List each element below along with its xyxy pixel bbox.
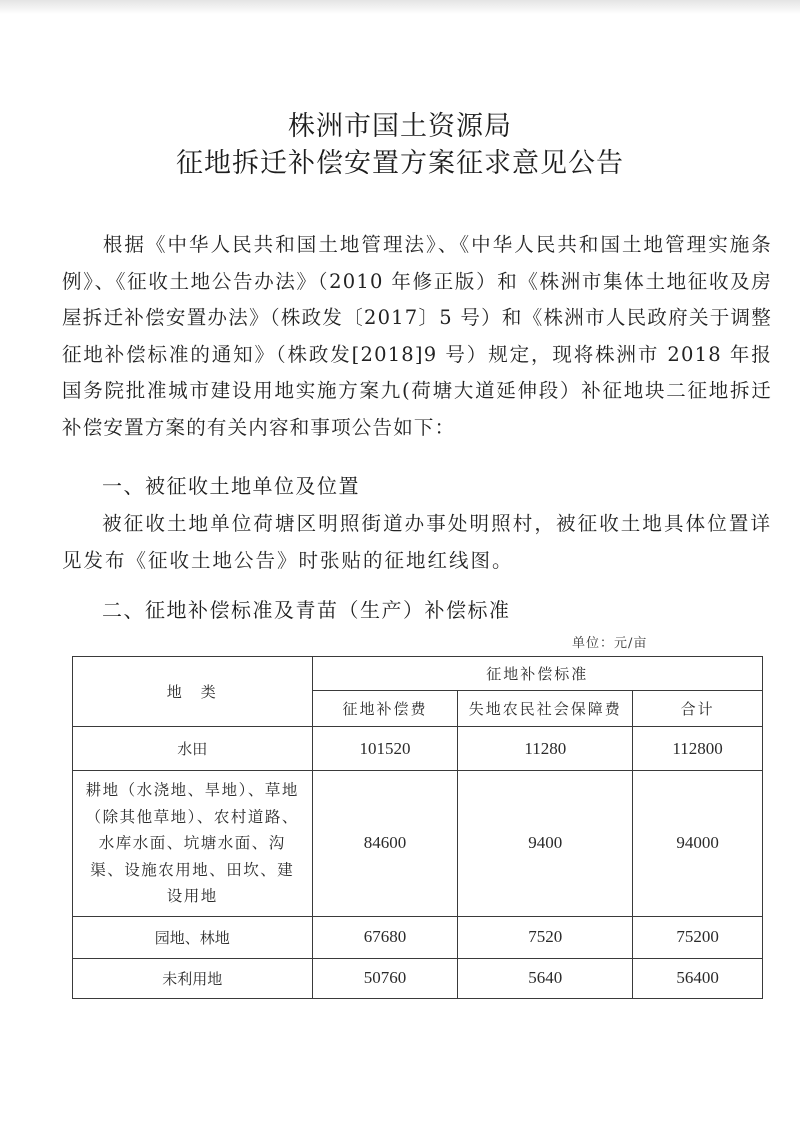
table-row bbox=[73, 727, 763, 771]
section2-heading: 二、征地补偿标准及青苗（生产）补偿标准 bbox=[102, 598, 511, 622]
header-total: 合计 bbox=[633, 691, 763, 727]
compensation-cell: 84600 bbox=[312, 771, 458, 917]
table-header-row bbox=[73, 657, 763, 691]
compensation-table bbox=[72, 656, 763, 999]
header-compensation-fee: 征地补偿费 bbox=[312, 691, 458, 727]
table-row bbox=[73, 916, 763, 958]
compensation-cell: 50760 bbox=[312, 958, 458, 998]
social-security-cell: 7520 bbox=[458, 916, 633, 958]
scan-edge-shadow bbox=[0, 0, 800, 14]
land-type-cell: 园地、林地 bbox=[73, 916, 313, 958]
compensation-cell: 67680 bbox=[312, 916, 458, 958]
table-row bbox=[73, 771, 763, 917]
document-title-issuer: 株洲市国土资源局 bbox=[288, 111, 512, 142]
intro-paragraph-text: 根据《中华人民共和国土地管理法》、《中华人民共和国土地管理实施条例》、《征收土地公告办法》（2010 年修正版）和《株洲市集体土地征收及房屋拆迁补偿安置办法》（株政发〔2017〕5 号）和《株洲市人民政府关于调整征地补偿标准的通知》（株政发[2018]9 号）规定，现将株洲市 2018 年报国务院批准城市建设用地实施方案九(荷塘大道延伸段）补征地块二征地拆迁补偿安置方案的有关内容和事项公告如下： bbox=[62, 233, 772, 439]
section1-body-text: 被征收土地单位荷塘区明照街道办事处明照村，被征收土地具体位置详见发布《征收土地公告》时张贴的征地红线图。 bbox=[62, 512, 772, 572]
header-compensation-group: 征地补偿标准 bbox=[312, 657, 762, 691]
section1-heading: 一、被征收土地单位及位置 bbox=[102, 474, 360, 498]
header-social-security-fee: 失地农民社会保障费 bbox=[458, 691, 633, 727]
social-security-cell: 9400 bbox=[458, 771, 633, 917]
total-cell: 56400 bbox=[633, 958, 763, 998]
land-type-cell: 未利用地 bbox=[73, 958, 313, 998]
section1-body bbox=[62, 506, 772, 579]
document-title-subject: 征地拆迁补偿安置方案征求意见公告 bbox=[176, 148, 624, 179]
intro-paragraph bbox=[62, 227, 772, 446]
total-cell: 75200 bbox=[633, 916, 763, 958]
total-cell: 94000 bbox=[633, 771, 763, 917]
land-type-cell: 水田 bbox=[73, 727, 313, 771]
social-security-cell: 5640 bbox=[458, 958, 633, 998]
compensation-cell: 101520 bbox=[312, 727, 458, 771]
total-cell: 112800 bbox=[633, 727, 763, 771]
table-row bbox=[73, 958, 763, 998]
social-security-cell: 11280 bbox=[458, 727, 633, 771]
unit-note: 单位：元/亩 bbox=[572, 636, 648, 651]
land-type-cell: 耕地（水浇地、旱地）、草地（除其他草地）、农村道路、水库水面、坑塘水面、沟渠、设施农用地、田坎、建设用地 bbox=[73, 771, 313, 917]
header-land-type: 地 类 bbox=[73, 657, 313, 727]
